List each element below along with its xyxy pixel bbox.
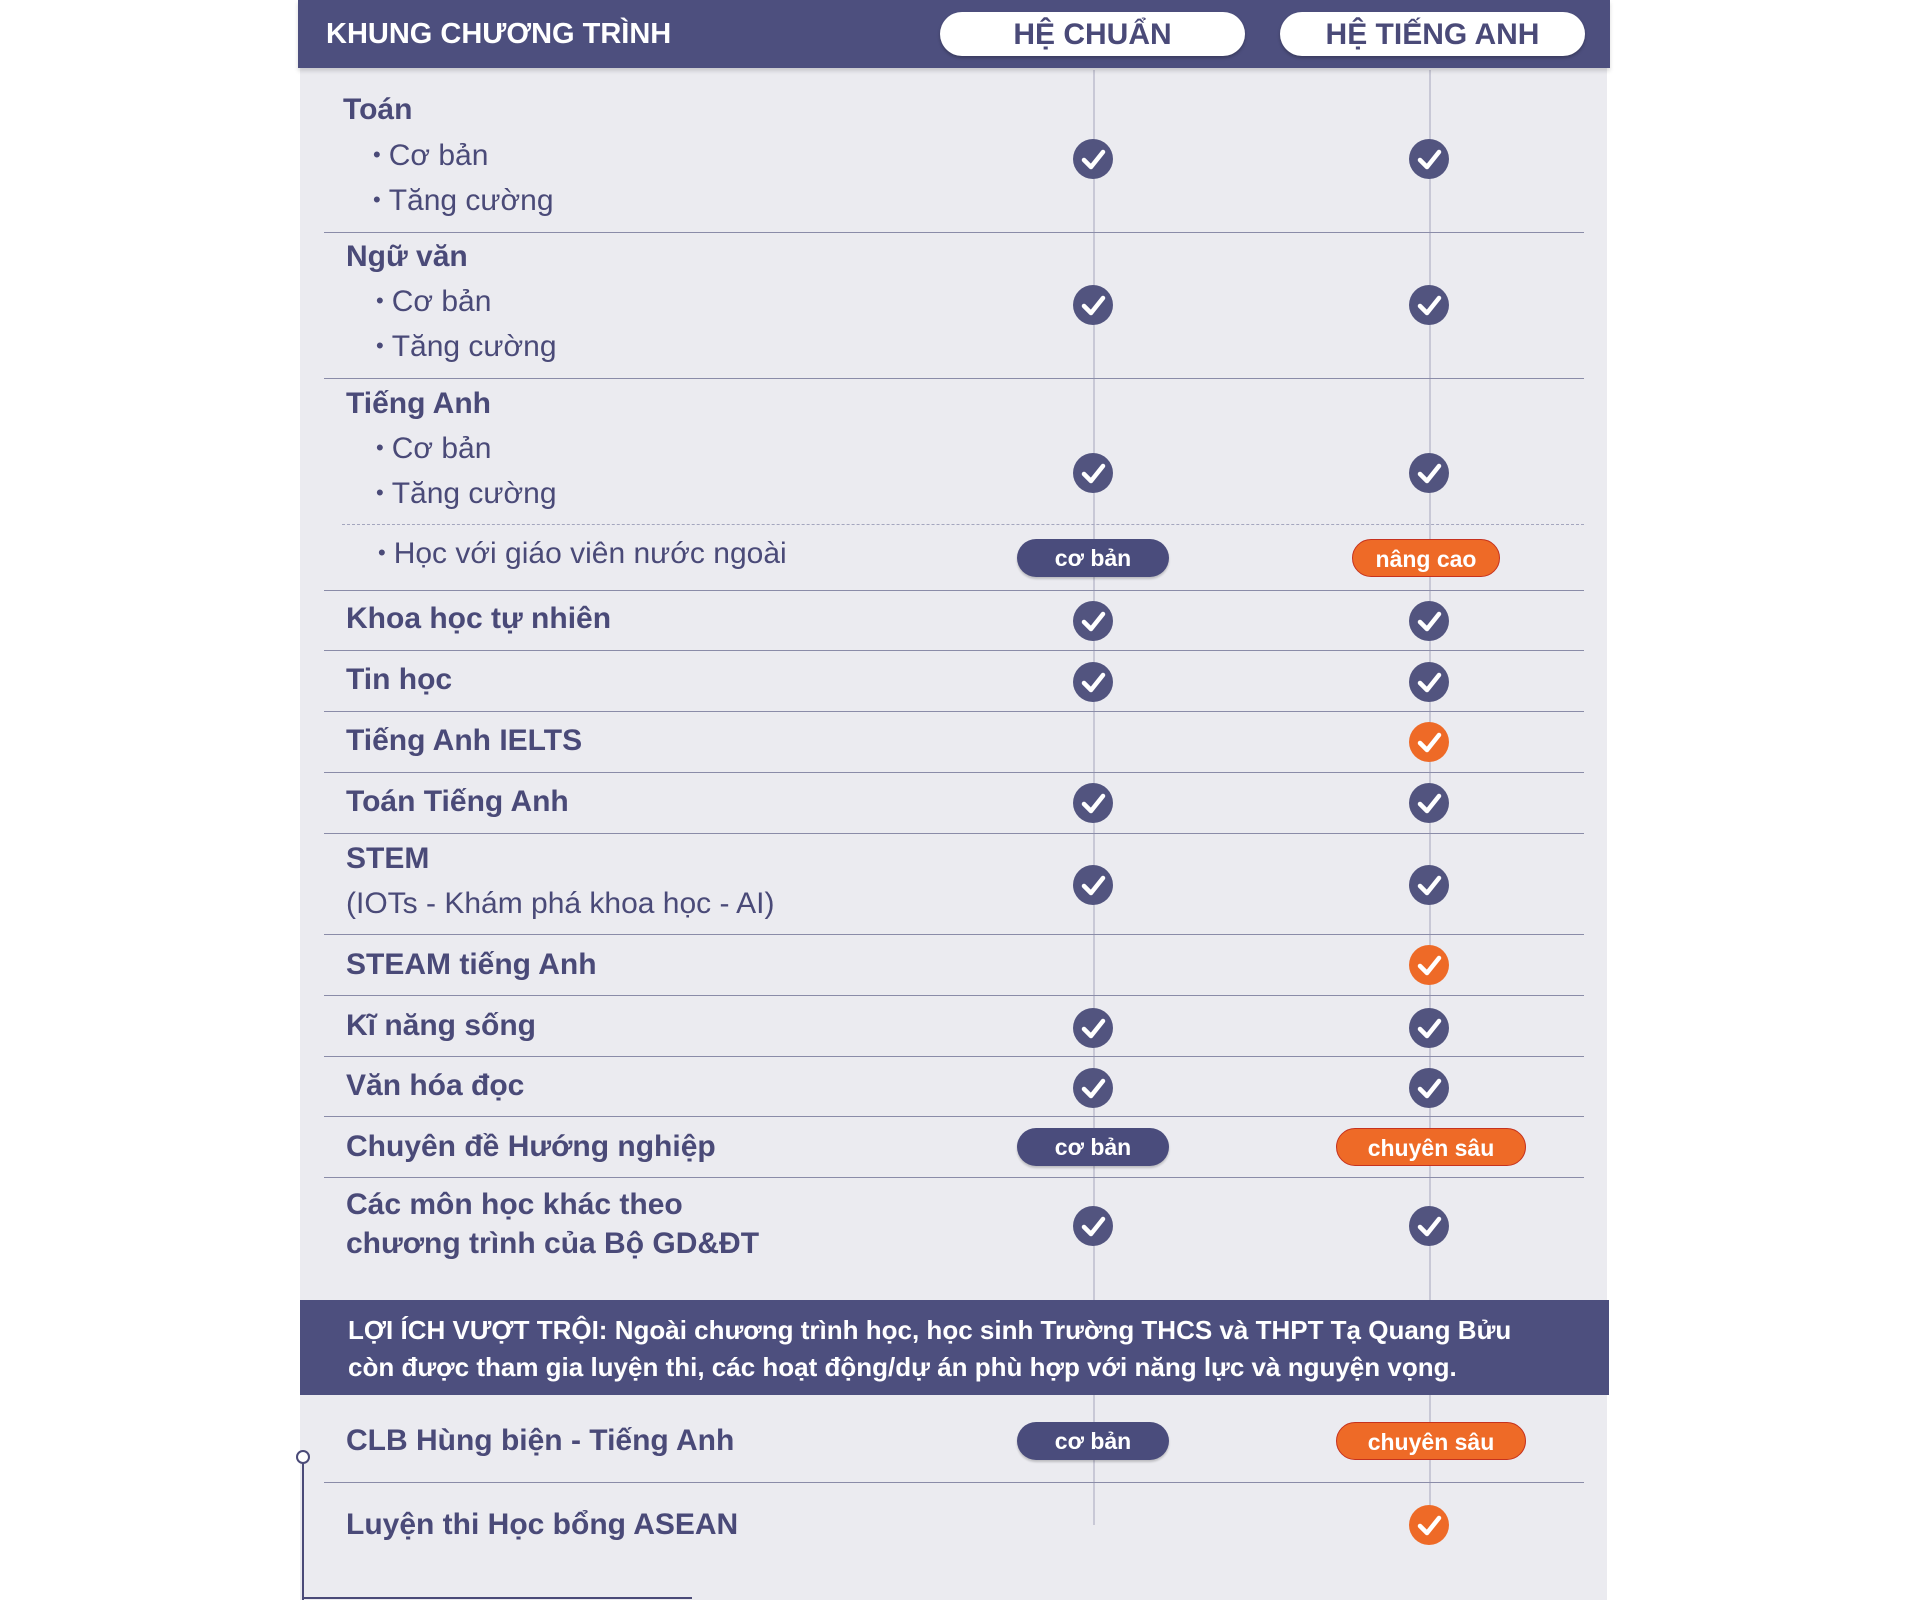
standard-column-line-lower [1093, 1395, 1095, 1525]
check-icon [1409, 1008, 1449, 1048]
subject-item: • Tăng cường [376, 330, 557, 363]
row-divider [324, 772, 1584, 773]
level-badge-in-depth: chuyên sâu [1336, 1422, 1526, 1460]
subject-label: Toán Tiếng Anh [346, 785, 569, 818]
check-icon [1073, 139, 1113, 179]
check-icon [1073, 601, 1113, 641]
check-icon [1073, 453, 1113, 493]
row-divider [324, 833, 1584, 834]
decorative-connector-line [302, 1462, 304, 1600]
check-icon [1409, 662, 1449, 702]
check-icon [1409, 1206, 1449, 1246]
subject-label: Tin học [346, 663, 453, 696]
level-badge-basic: cơ bản [1017, 1128, 1169, 1166]
row-divider [324, 995, 1584, 996]
decorative-connector-base [302, 1597, 692, 1599]
benefit-line-1: LỢI ÍCH VƯỢT TRỘI: Ngoài chương trình học, học sinh Trường THCS và THPT Tạ Quang Bửu [348, 1315, 1512, 1345]
column-english-header: HỆ TIẾNG ANH [1280, 12, 1585, 56]
subject-item: • Cơ bản [376, 432, 492, 465]
subject-label: Luyện thi Học bổng ASEAN [346, 1508, 739, 1541]
row-divider [324, 650, 1584, 651]
subject-label-line2: chương trình của Bộ GD&ĐT [346, 1227, 760, 1260]
check-icon [1409, 601, 1449, 641]
check-icon [1073, 1068, 1113, 1108]
subject-label: Chuyên đề Hướng nghiệp [346, 1130, 716, 1163]
subject-label: Văn hóa đọc [346, 1069, 525, 1102]
subject-item: • Học với giáo viên nước ngoài [378, 537, 787, 570]
subject-label: Kĩ năng sống [346, 1009, 536, 1042]
subject-label: STEAM tiếng Anh [346, 948, 597, 981]
subject-item: • Tăng cường [373, 184, 554, 217]
check-icon [1409, 139, 1449, 179]
check-icon [1409, 865, 1449, 905]
subject-label: Tiếng Anh IELTS [346, 724, 583, 757]
subject-label: Khoa học tự nhiên [346, 602, 612, 635]
subject-item: • Cơ bản [376, 285, 492, 318]
check-icon [1409, 453, 1449, 493]
row-divider [324, 1177, 1584, 1178]
row-divider [324, 1482, 1584, 1483]
check-icon [1409, 783, 1449, 823]
level-badge-in-depth: chuyên sâu [1336, 1128, 1526, 1166]
check-icon [1073, 1008, 1113, 1048]
column-standard-header: HỆ CHUẨN [940, 12, 1245, 56]
subject-label: Tiếng Anh [346, 387, 491, 420]
check-icon-orange [1409, 945, 1449, 985]
benefit-banner [300, 1300, 1609, 1395]
row-divider [324, 590, 1584, 591]
subject-label: CLB Hùng biện - Tiếng Anh [346, 1424, 735, 1457]
subject-subtitle: (IOTs - Khám phá khoa học - AI) [346, 887, 775, 920]
row-divider-dashed [342, 524, 1584, 525]
row-divider [324, 232, 1584, 233]
check-icon-orange [1409, 722, 1449, 762]
subject-item: • Cơ bản [373, 139, 489, 172]
subject-item: • Tăng cường [376, 477, 557, 510]
table-header [298, 0, 1610, 68]
check-icon [1073, 865, 1113, 905]
row-divider [324, 378, 1584, 379]
check-icon [1409, 285, 1449, 325]
level-badge-advanced: nâng cao [1352, 539, 1500, 577]
benefit-text [348, 1312, 1588, 1386]
decorative-connector-dot [296, 1450, 310, 1464]
check-icon [1073, 1206, 1113, 1246]
subject-label: Ngữ văn [346, 240, 468, 273]
subject-label: Các môn học khác theo [346, 1188, 683, 1221]
row-divider [324, 1116, 1584, 1117]
check-icon-orange [1409, 1505, 1449, 1545]
check-icon [1073, 285, 1113, 325]
header-title: KHUNG CHƯƠNG TRÌNH [326, 18, 672, 50]
level-badge-basic: cơ bản [1017, 539, 1169, 577]
row-divider [324, 1056, 1584, 1057]
benefit-line-2: còn được tham gia luyện thi, các hoạt động/dự án phù hợp với năng lực và nguyện vọng. [348, 1352, 1457, 1382]
check-icon [1073, 783, 1113, 823]
check-icon [1409, 1068, 1449, 1108]
subject-label: Toán [343, 93, 413, 126]
check-icon [1073, 662, 1113, 702]
row-divider [324, 711, 1584, 712]
level-badge-basic: cơ bản [1017, 1422, 1169, 1460]
subject-label: STEM [346, 842, 430, 875]
row-divider [324, 934, 1584, 935]
